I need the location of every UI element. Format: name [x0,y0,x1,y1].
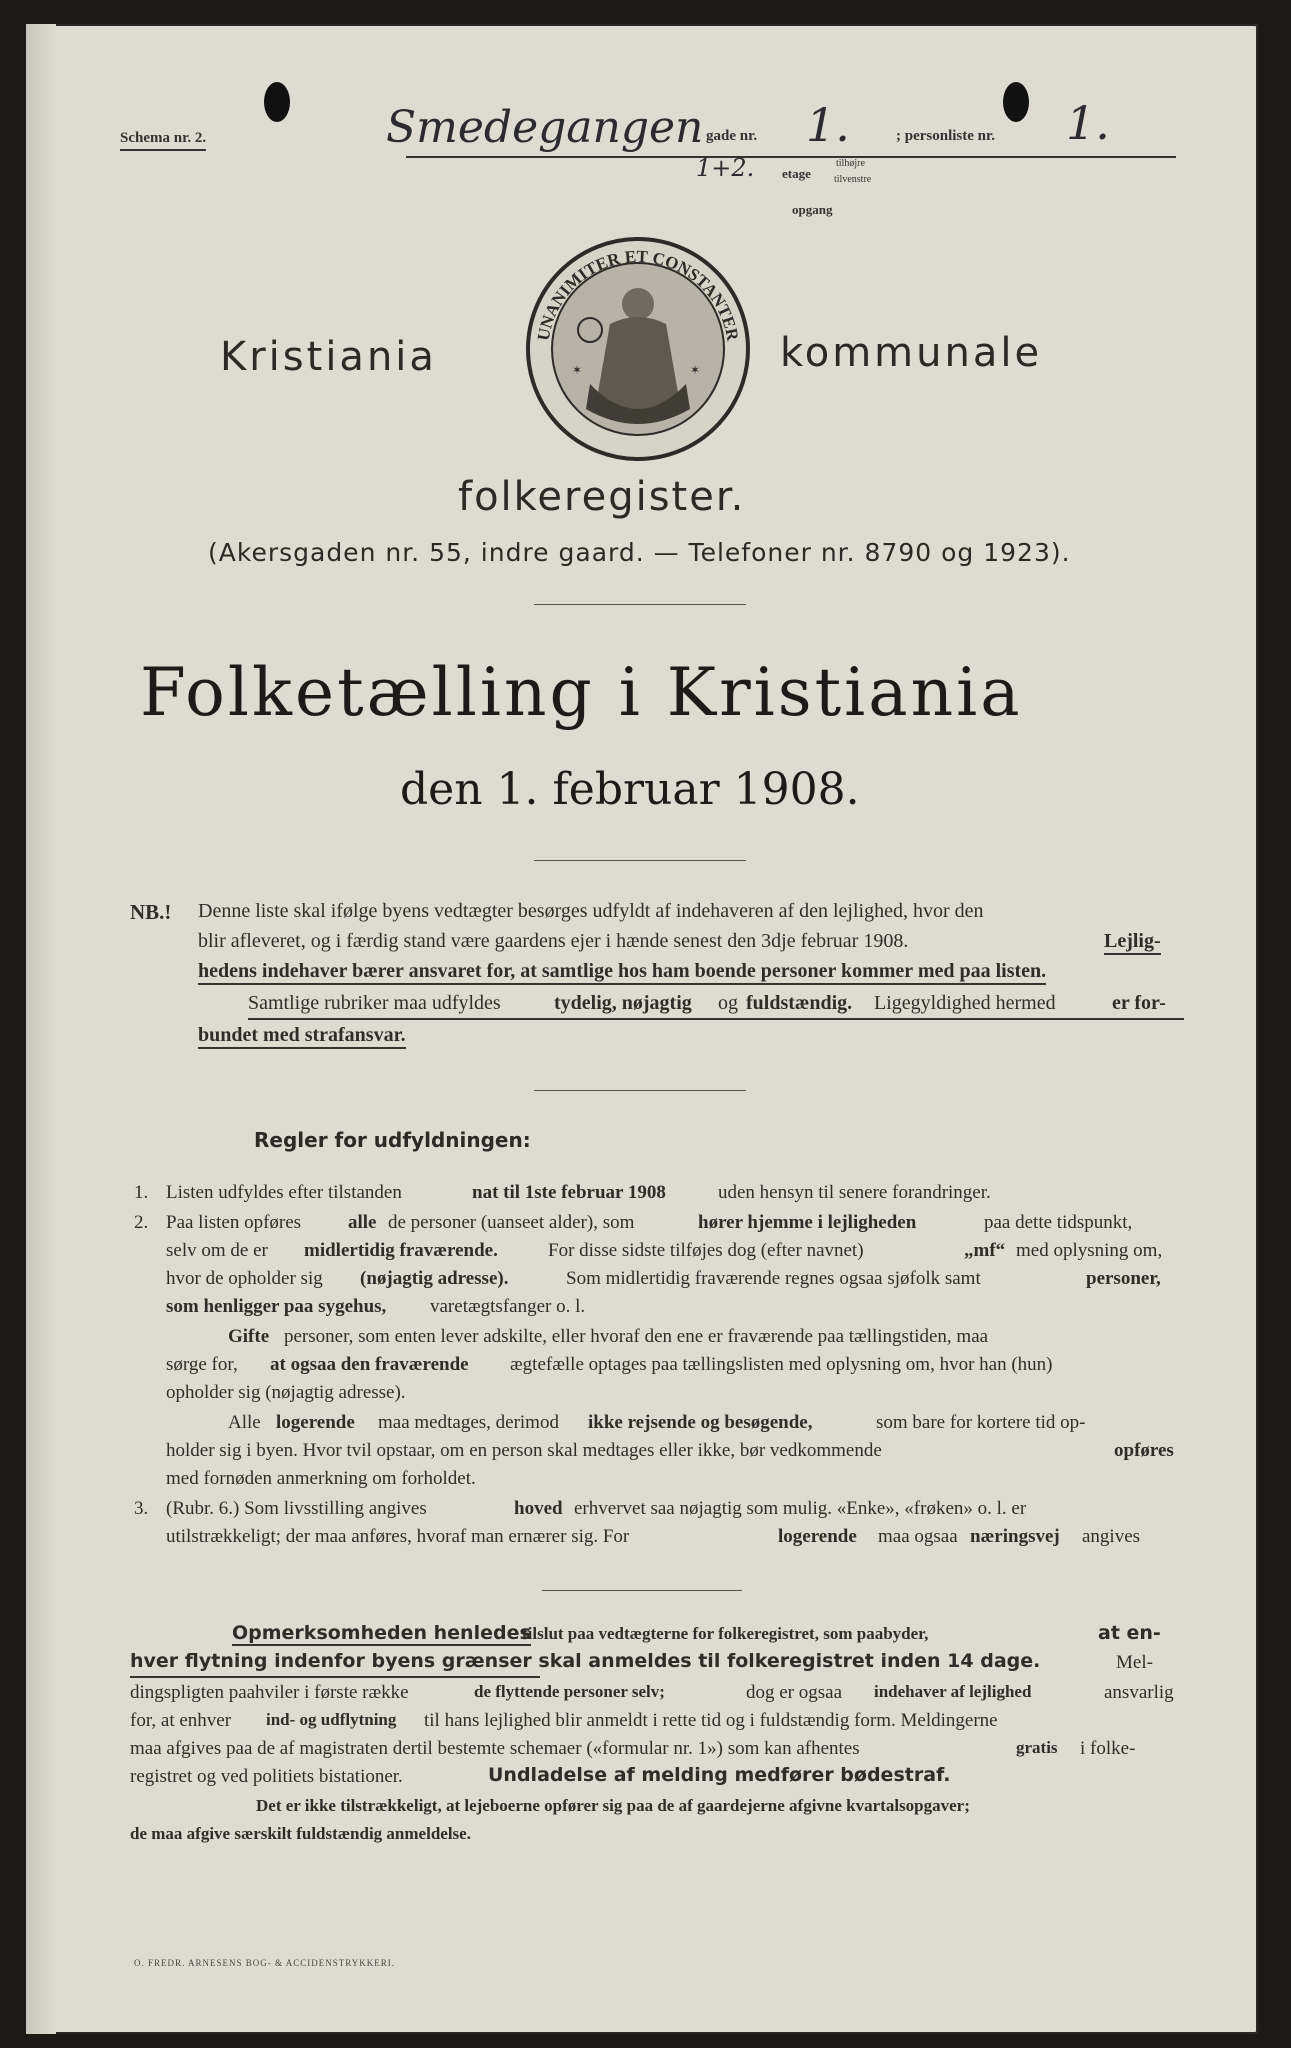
nb-line-4e: Ligegyldighed hermed [874,992,1056,1014]
rule-3-l2b: logerende [778,1526,857,1547]
rule-2-l2e: med oplysning om, [1016,1240,1163,1261]
notice-l4c: til hans lejlighed blir anmeldt i rette tid og i fuldstændig form. Meldingerne [424,1710,998,1731]
rule-2-l3c: Som midlertidig fraværende regnes ogsaa sjøfolk samt [566,1268,981,1289]
etage-handwritten: 1+2. [696,154,755,182]
rule-2-l2d: „mf“ [964,1240,1006,1261]
divider-1 [534,604,746,605]
notice-l1b: tilslut paa vedtægterne for folkeregistret, som paabyder, [522,1624,929,1643]
notice-l3e: ansvarlig [1104,1682,1174,1703]
svg-text:✶: ✶ [572,363,583,377]
divider-2 [534,860,746,861]
nb-line-4b: tydelig, nøjagtig [554,992,692,1014]
etage-label: etage [782,166,811,181]
notice-l6b: Undladelse af melding medfører bødestraf. [488,1764,951,1786]
printer-imprint: O. FREDR. ARNESENS BOG- & ACCIDENSTRYKKERI. [134,1958,396,1968]
rule-3-l1c: erhvervet saa nøjagtig som mulig. «Enke», «frøken» o. l. er [574,1498,1027,1519]
notice-l2-underline [130,1676,540,1678]
notice-l2b: Mel- [1116,1652,1153,1673]
notice-l2a: hver flytning indenfor byens grænser skal anmeldes til folkeregistret inden 14 dage. [130,1650,1041,1672]
notice-l3a: dingspligten paahviler i første række [130,1682,409,1703]
rule-2-l7: opholder sig (nøjagtig adresse). [166,1382,406,1403]
nb-line-1: Denne liste skal ifølge byens vedtægter besørges udfyldt af indehaveren af den lejlighed, hvor den [198,900,984,922]
nb-line-2b: Lejlig- [1104,930,1161,955]
rule-2-l2b: midlertidig fraværende. [304,1240,498,1261]
rule-2-l6b: at ogsaa den fraværende [270,1354,469,1375]
gade-value: 1. [806,98,850,152]
nb-line-4-underline [248,1018,1184,1020]
office-right-word: kommunale [780,330,1043,376]
notice-l3d: indehaver af lejlighed [874,1682,1032,1701]
rule-2-l6c: ægtefælle optages paa tællingslisten med oplysning om, hvor han (hun) [510,1354,1053,1375]
rule-2-l6a: sørge for, [166,1354,238,1375]
rule-2-l1a: Paa listen opføres [166,1212,302,1233]
rule-2-l3a: hvor de opholder sig [166,1268,323,1289]
rule-2-l8a: Alle [228,1412,261,1433]
svg-text:✶: ✶ [690,363,701,377]
rule-3-l2d: næringsvej [970,1526,1060,1547]
rule-2-l1e: paa dette tidspunkt, [984,1212,1133,1233]
office-address: (Akersgaden nr. 55, indre gaard. — Telefoner nr. 8790 og 1923). [208,538,1071,567]
opgang-label: opgang [792,202,833,217]
document-page [26,24,1258,2034]
punch-hole-right [1003,82,1029,122]
rule-2-l8e: som bare for kortere tid op- [876,1412,1086,1433]
notice-l5a: maa afgives paa de af magistraten dertil bestemte schemaer («formular nr. 1») som kan afhentes [130,1738,860,1759]
nb-line-4f: er for- [1112,992,1166,1014]
notice-l5c: i folke- [1080,1738,1136,1759]
notice-l3b: de flyttende personer selv; [474,1682,665,1701]
rule-3-l2a: utilstrækkeligt; der maa anføres, hvoraf man ernærer sig. For [166,1526,630,1547]
seal-inscription-top: UNANIMITER ET CONSTANTER [533,246,743,343]
rule-2-l8d: ikke rejsende og besøgende, [588,1412,813,1433]
rule-number-1: 1. [134,1182,149,1203]
rule-2-l1b: alle [348,1212,377,1233]
notice-l8: de maa afgive særskilt fuldstændig anmeldelse. [130,1824,471,1843]
rule-2-l10: med fornøden anmerkning om forholdet. [166,1468,476,1489]
rule-2-l5a: Gifte [228,1326,270,1347]
notice-l1a: Opmerksomheden henledes [232,1622,531,1644]
notice-l4b: ind- og udflytning [266,1710,397,1729]
tilhoire-label: tilhøjre [836,158,865,169]
notice-l5b: gratis [1016,1738,1058,1757]
gade-label: gade nr. [706,128,758,144]
document-title: Folketælling i Kristiania [140,654,1023,731]
rule-number-2: 2. [134,1212,149,1233]
nb-line-4d: fuldstændig. [746,992,853,1014]
rule-1b: nat til 1ste februar 1908 [472,1182,666,1203]
divider-3 [534,1090,746,1091]
rule-2-l3b: (nøjagtig adresse). [360,1268,509,1289]
notice-l4a: for, at enhver [130,1710,232,1731]
rule-2-l4b: varetægtsfanger o. l. [430,1296,586,1317]
rule-2-l9a: holder sig i byen. Hvor tvil opstaar, om en person skal medtages eller ikke, bør vedkommende [166,1440,882,1461]
nb-line-4c: og [718,992,738,1014]
office-left-word: Kristiania [220,334,437,380]
rule-2-l8c: maa medtages, derimod [378,1412,559,1433]
rule-1c: uden hensyn til senere forandringer. [718,1182,991,1203]
document-date: den 1. februar 1908. [400,764,860,815]
nb-line-3: hedens indehaver bærer ansvaret for, at samtlige hos ham boende personer kommer med paa listen. [198,960,1046,985]
notice-l6a: registret og ved politiets bistationer. [130,1766,403,1787]
city-seal-icon [520,234,756,464]
rule-3-l2c: maa ogsaa [878,1526,958,1547]
punch-hole-left [264,82,290,122]
notice-l1c: at en- [1098,1622,1161,1644]
rule-3-l1a: (Rubr. 6.) Som livsstilling angives [166,1498,427,1519]
divider-4 [542,1590,742,1591]
rule-2-l9b: opføres [1114,1440,1174,1461]
header-underline [406,156,1176,158]
rule-2-l4a: som henligger paa sygehus, [166,1296,387,1317]
street-handwritten: Smedegangen [386,102,704,153]
rule-2-l2c: For disse sidste tilføjes dog (efter navnet) [548,1240,864,1261]
notice-l3c: dog er ogsaa [746,1682,843,1703]
rule-3-l2e: angives [1082,1526,1141,1547]
nb-label: NB.! [130,900,172,924]
rule-number-3: 3. [134,1498,149,1519]
nb-line-4a: Samtlige rubriker maa udfyldes [248,992,501,1014]
tilvenstre-label: tilvenstre [834,174,872,185]
notice-l7: Det er ikke tilstrækkeligt, at lejeboerne opfører sig paa de af gaardejerne afgivne kvartalsopgaver; [256,1796,970,1815]
personliste-value: 1. [1066,96,1110,150]
rule-1a: Listen udfyldes efter tilstanden [166,1182,402,1203]
office-folkeregister: folkeregister. [458,474,746,520]
rule-2-l8b: logerende [276,1412,355,1433]
rule-2-l1c: de personer (uanseet alder), som [388,1212,635,1233]
nb-line-2a: blir afleveret, og i færdig stand være gaardens ejer i hænde senest den 3dje februar 1908. [198,930,909,952]
rules-heading: Regler for udfyldningen: [254,1128,531,1152]
schema-label: Schema nr. 2. [120,130,206,151]
nb-line-5: bundet med strafansvar. [198,1024,406,1049]
rule-3-l1b: hoved [514,1498,563,1519]
rule-2-l2a: selv om de er [166,1240,268,1261]
rule-2-l5b: personer, som enten lever adskilte, eller hvoraf den ene er fraværende paa tællingstiden, maa [284,1326,989,1347]
rule-2-l3d: personer, [1086,1268,1161,1289]
personliste-label: ; personliste nr. [896,128,996,144]
rule-2-l1d: hører hjemme i lejligheden [698,1212,917,1233]
